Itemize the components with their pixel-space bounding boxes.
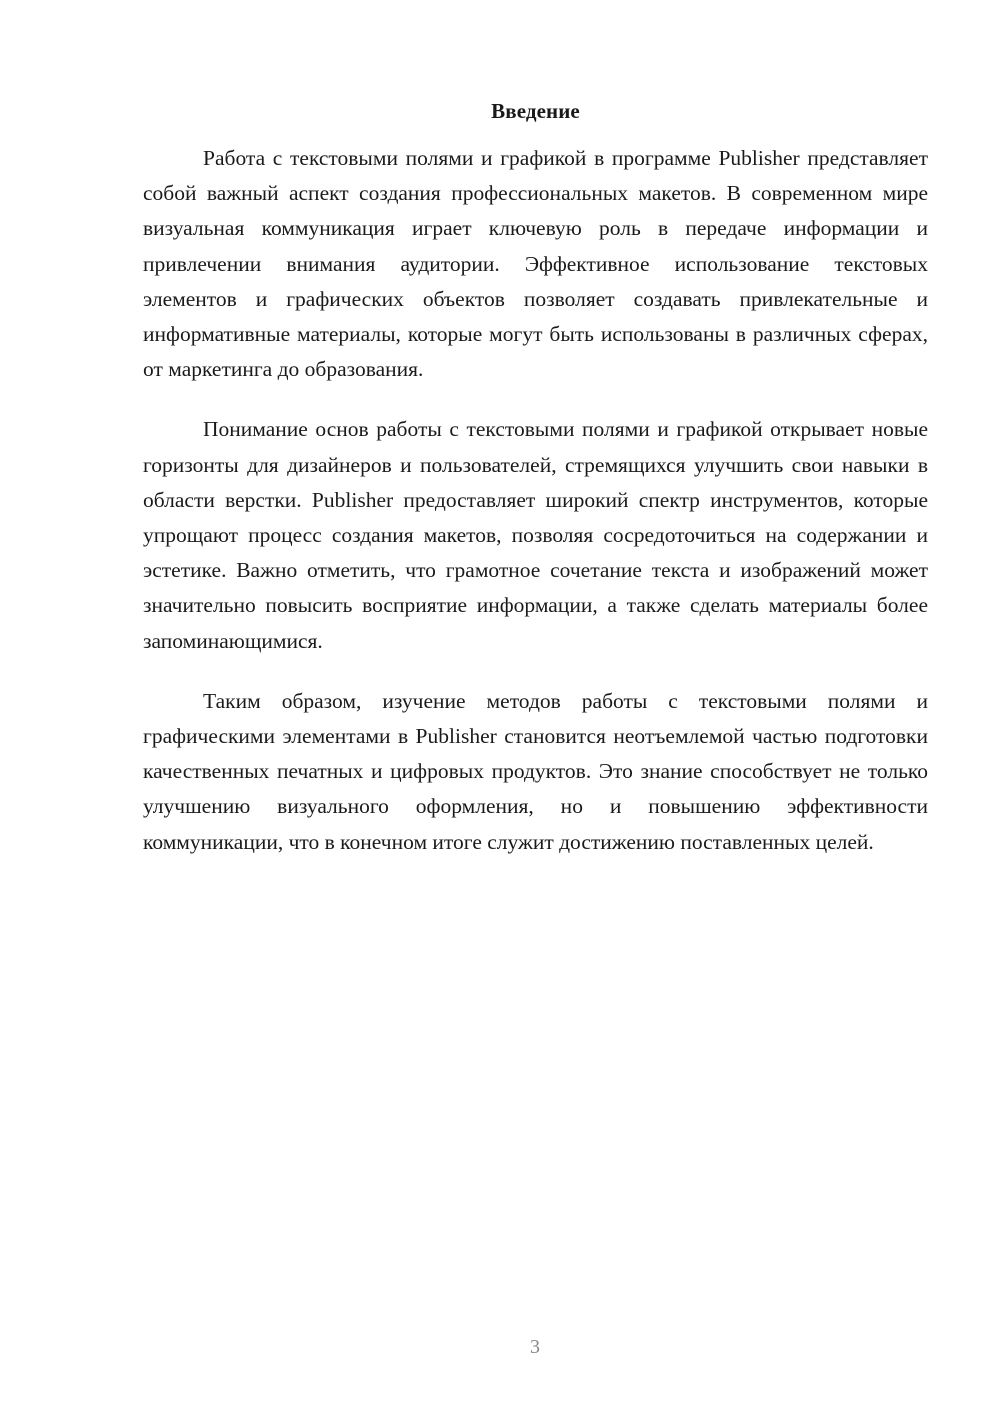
paragraph-3: Таким образом, изучение методов работы с текстовыми полями и графическими элементами в Publisher становится неотъемлемой частью подготовки качественных печатных и цифровых продуктов. Это знание способствует не только улучшению визуального оформления, но и повышению эффективности коммуникации, что в конечном итоге служит достижению поставленных целей. (143, 688, 928, 854)
paragraph-2: Понимание основ работы с текстовыми полями и графикой открывает новые горизонты для дизайнеров и пользователей, стремящихся улучшить свои навыки в области верстки. Publisher предоставляет широкий спектр инструментов, которые упрощают процесс создания макетов, позволяя сосредоточиться на содержании и эстетике. Важно отметить, что грамотное сочетание текста и изображений может значительно повысить восприятие информации, а также сделать материалы более запоминающимися. (143, 417, 928, 653)
paragraph-1: Работа с текстовыми полями и графикой в программе Publisher представляет собой важный аспект создания профессиональных макетов. В современном мире визуальная коммуникация играет ключевую роль в передаче информации и привлечении внимания аудитории. Эффективное использование текстовых элементов и графических объектов позволяет создавать привлекательные и информативные материалы, которые могут быть использованы в различных сферах, от маркетинга до образования. (143, 146, 928, 382)
section-heading: Введение (491, 99, 580, 123)
page-number: 3 (530, 1336, 540, 1358)
page-content (143, 96, 928, 860)
